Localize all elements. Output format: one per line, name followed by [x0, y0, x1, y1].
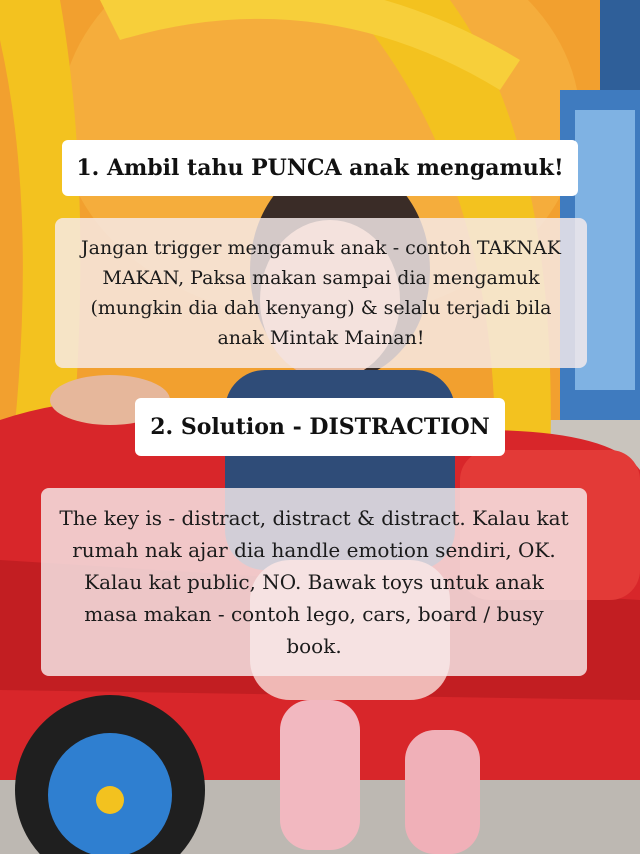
section-1-body: Jangan trigger mengamuk anak - contoh TAKNAK MAKAN, Paksa makan sampai dia mengamuk (mungkin dia dah kenyang) & selalu terjadi bila anak Mintak Mainan!	[55, 218, 587, 368]
section-2-body: The key is - distract, distract & distract. Kalau kat rumah nak ajar dia handle emotion sendiri, OK. Kalau kat public, NO. Bawak toys untuk anak masa makan - contoh lego, cars, board / busy book.	[41, 488, 587, 676]
section-1-heading: 1. Ambil tahu PUNCA anak mengamuk!	[62, 140, 578, 196]
section-2-heading: 2. Solution - DISTRACTION	[135, 398, 505, 456]
